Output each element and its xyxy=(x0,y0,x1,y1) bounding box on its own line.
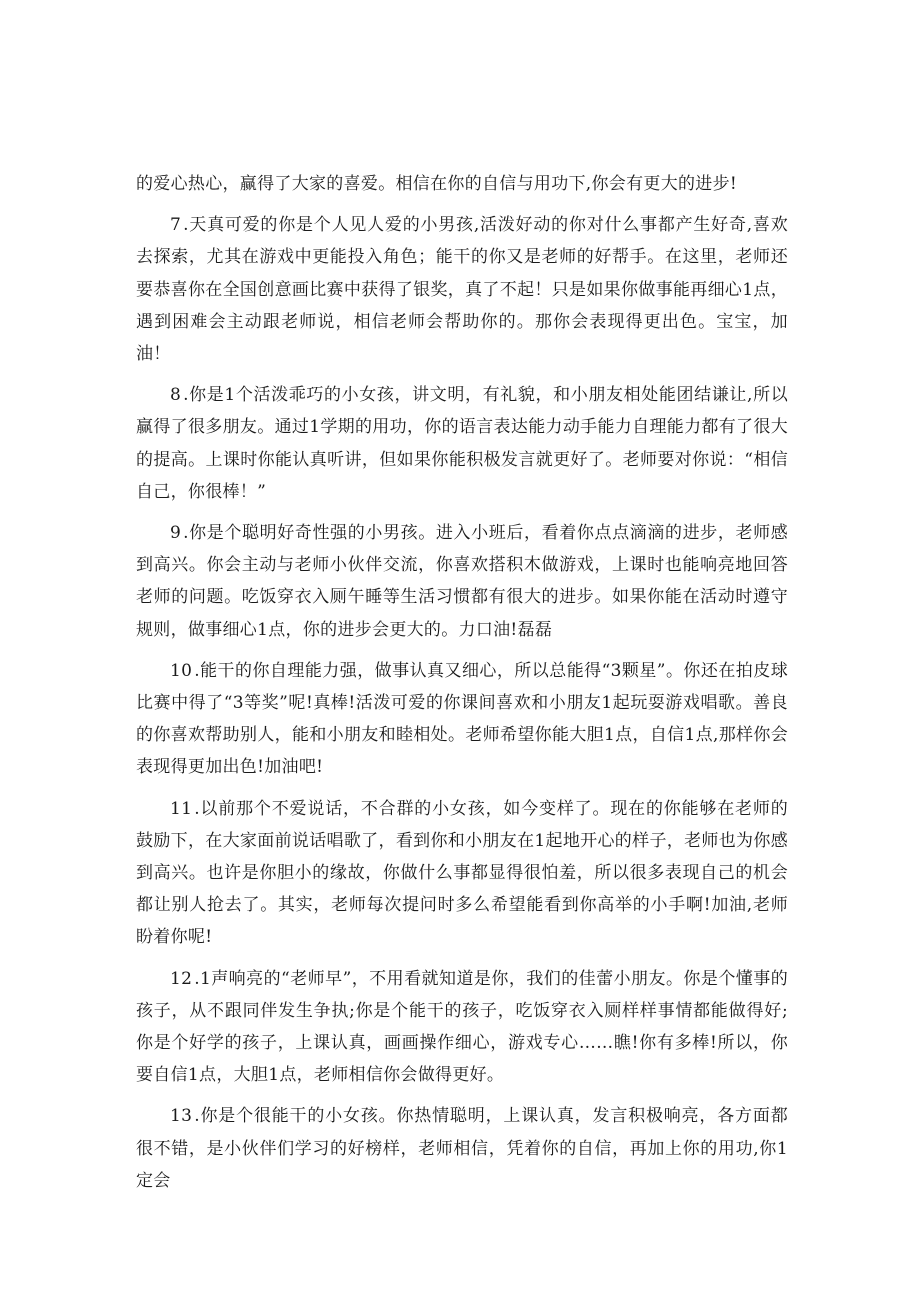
paragraph-number: 7 xyxy=(170,215,182,236)
paragraph-8 xyxy=(136,379,788,508)
paragraph-9 xyxy=(136,517,788,646)
paragraph-text: .以前那个不爱说话，不合群的小女孩，如今变样了。现在的你能够在老师的鼓励下，在大家面前说话唱歌了，看到你和小朋友在1起地开心的样子，老师也为你感到高兴。也许是你胆小的缘故，你做什么事都显得很怕羞，所以很多表现自己的机会都让别人抢去了。其实，老师每次提问时多么希望能看到你高举的小手啊!加油,老师盼着你呢! xyxy=(136,798,788,948)
paragraph-text: .天真可爱的你是个人见人爱的小男孩,活泼好动的你对什么事都产生好奇,喜欢去探索，尤其在游戏中更能投入角色；能干的你又是老师的好帮手。在这里，老师还要恭喜你在全国创意画比赛中获得了银奖，真了不起！只是如果你做事能再细心1点，遇到困难会主动跟老师说，相信老师会帮助你的。那你会表现得更出色。宝宝，加油！ xyxy=(136,215,788,365)
paragraph-text: .能干的你自理能力强，做事认真又细心，所以总能得“3颗星”。你还在拍皮球比赛中得了“3等奖”呢!真棒!活泼可爱的你课间喜欢和小朋友1起玩耍游戏唱歌。善良的你喜欢帮助别人，能和小朋友和睦相处。老师希望你能大胆1点，自信1点,那样你会表现得更加出色!加油吧! xyxy=(136,660,788,778)
paragraph-number: 9 xyxy=(170,523,182,544)
paragraph-continued xyxy=(136,168,788,200)
paragraph-number: 11 xyxy=(170,798,193,819)
paragraph-12 xyxy=(136,963,788,1092)
paragraph-13 xyxy=(136,1100,788,1197)
paragraph-text: .你是1个活泼乖巧的小女孩，讲文明，有礼貌，和小朋友相处能团结谦让,所以赢得了很多朋友。通过1学期的用功，你的语言表达能力动手能力自理能力都有了很大的提高。上课时你能认真听讲，但如果你能积极发言就更好了。老师要对你说：“相信自己，你很棒！” xyxy=(136,385,788,502)
paragraph-11 xyxy=(136,793,788,954)
paragraph-text: 的爱心热心，赢得了大家的喜爱。相信在你的自信与用功下,你会有更大的进步! xyxy=(136,174,738,194)
paragraph-text: .1声响亮的“老师早”，不用看就知道是你，我们的佳蕾小朋友。你是个懂事的孩子，从不跟同伴发生争执;你是个能干的孩子，吃饭穿衣入厕样样事情都能做得好;你是个好学的孩子，上课认真，画画操作细心，游戏专心……瞧!你有多棒!所以，你要自信1点，大胆1点，老师相信你会做得更好。 xyxy=(136,968,788,1086)
document-body xyxy=(136,168,788,1206)
paragraph-number: 12 xyxy=(170,968,193,989)
paragraph-text: .你是个聪明好奇性强的小男孩。进入小班后，看着你点点滴滴的进步，老师感到高兴。你会主动与老师小伙伴交流，你喜欢搭积木做游戏，上课时也能响亮地回答老师的问题。吃饭穿衣入厕午睡等生活习惯都有很大的进步。如果你能在活动时遵守规则，做事细心1点，你的进步会更大的。力口油!磊磊 xyxy=(136,523,788,640)
paragraph-10 xyxy=(136,655,788,784)
paragraph-text: .你是个很能干的小女孩。你热情聪明，上课认真，发言积极响亮，各方面都很不错，是小伙伴们学习的好榜样，老师相信，凭着你的自信，再加上你的用功,你1定会 xyxy=(136,1106,788,1191)
paragraph-7 xyxy=(136,209,788,370)
paragraph-number: 8 xyxy=(170,385,182,406)
paragraph-number: 10 xyxy=(170,660,193,681)
paragraph-number: 13 xyxy=(170,1106,193,1127)
